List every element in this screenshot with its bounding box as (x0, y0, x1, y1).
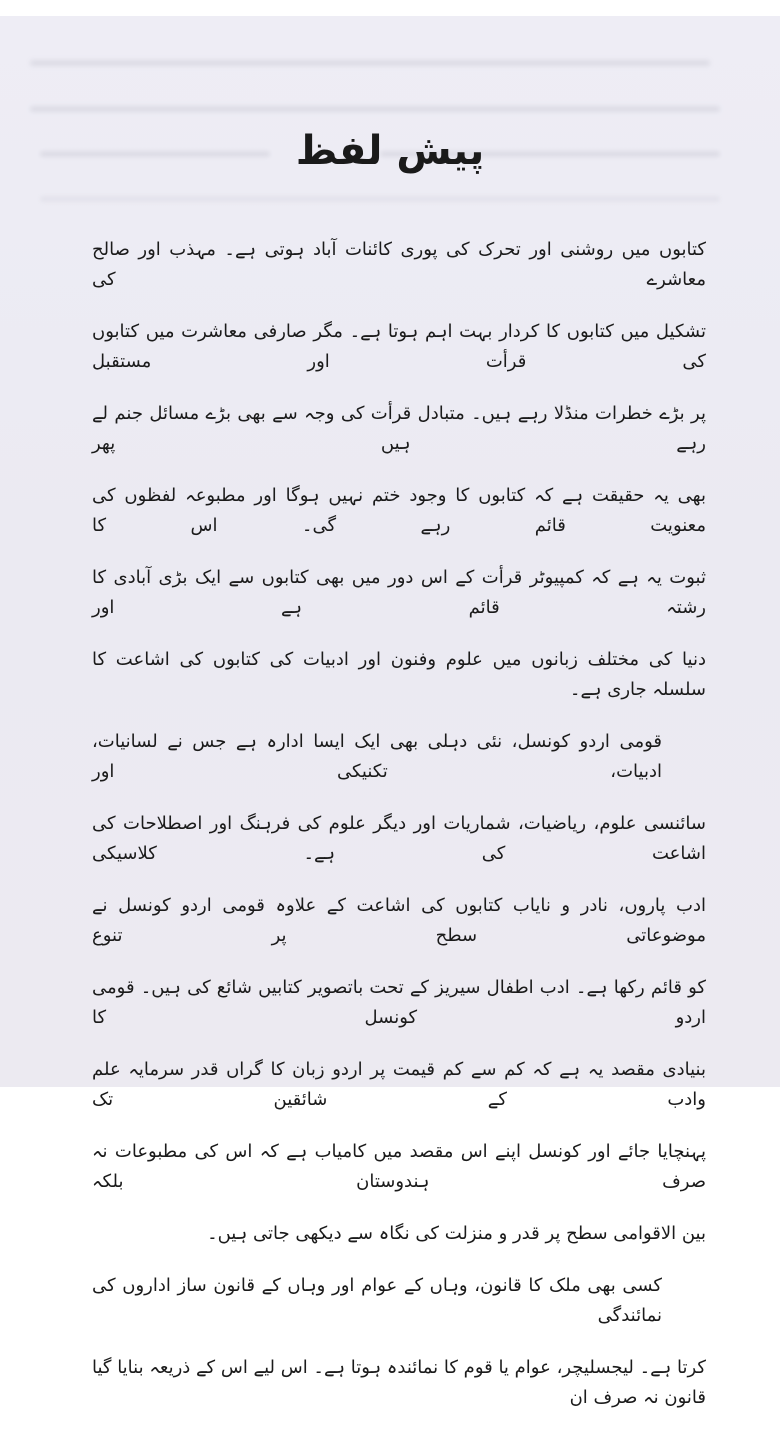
paragraph-2-line: کو قائم رکھا ہے۔ ادب اطفال سیریز کے تحت باتصویر کتابیں شائع کی ہیں۔ قومی اردو کونسل کا (92, 977, 706, 1028)
bleed-through-mark (30, 106, 720, 112)
bleed-through-mark (30, 60, 710, 66)
paragraph-2-line: بین الاقوامی سطح پر قدر و منزلت کی نگاہ سے دیکھی جاتی ہیں۔ (207, 1223, 706, 1244)
paragraph-2-line: سائنسی علوم، ریاضیات، شماریات اور دیگر علوم کی فرہنگ اور اصطلاحات کی اشاعت کی ہے۔ کلاسیکی (92, 813, 706, 864)
paragraph-1-line: بھی یہ حقیقت ہے کہ کتابوں کا وجود ختم نہیں ہوگا اور مطبوعہ لفظوں کی معنویت قائم رہے گی۔ اس کا (92, 485, 706, 536)
paragraph-1-line: پر بڑے خطرات منڈلا رہے ہیں۔ متبادل قرأت کی وجہ سے بھی بڑے مسائل جنم لے رہے ہیں پھر (92, 403, 706, 454)
paragraph-2-line: پہنچایا جائے اور کونسل اپنے اس مقصد میں کامیاب ہے کہ اس کی مطبوعات نہ صرف ہندوستان بلکہ (92, 1141, 706, 1192)
paragraph-2-line: بنیادی مقصد یہ ہے کہ کم سے کم قیمت پر اردو زبان کا گراں قدر سرمایہ علم وادب کے شائقین تک (92, 1059, 706, 1110)
paragraph-1-line: دنیا کی مختلف زبانوں میں علوم وفنون اور ادبیات کی کتابوں کی اشاعت کا سلسلہ جاری ہے۔ (92, 649, 706, 700)
page-title: پیش لفظ (295, 128, 485, 174)
paragraph-3-line: کسی بھی ملک کا قانون، وہاں کے عوام اور وہاں کے قانون ساز اداروں کی نمائندگی (92, 1275, 662, 1326)
paragraph-1-line: کتابوں میں روشنی اور تحرک کی پوری کائنات آباد ہوتی ہے۔ مہذب اور صالح معاشرے کی (92, 239, 706, 290)
body-text (92, 235, 706, 1435)
paragraph-2-line: قومی اردو کونسل، نئی دہلی بھی ایک ایسا ادارہ ہے جس نے لسانیات، ادبیات، تکنیکی اور (92, 731, 662, 782)
bleed-through-mark (40, 196, 720, 202)
paragraph-1-line: ثبوت یہ ہے کہ کمپیوٹر قرأت کے اس دور میں بھی کتابوں سے ایک بڑی آبادی کا رشتہ قائم ہے اور (92, 567, 706, 618)
paragraph-2-line: ادب پاروں، نادر و نایاب کتابوں کی اشاعت کے علاوہ قومی اردو کونسل نے موضوعاتی سطح پر تنوع (92, 895, 706, 946)
paragraph-3-line: کرتا ہے۔ لیجسلیچر، عوام یا قوم کا نمائندہ ہوتا ہے۔ اس لیے اس کے ذریعہ بنایا گیا قانون نہ صرف ان (91, 1357, 706, 1408)
paragraph-1-line: تشکیل میں کتابوں کا کردار بہت اہم ہوتا ہے۔ مگر صارفی معاشرت میں کتابوں کی قرأت اور مستقبل (92, 321, 706, 372)
